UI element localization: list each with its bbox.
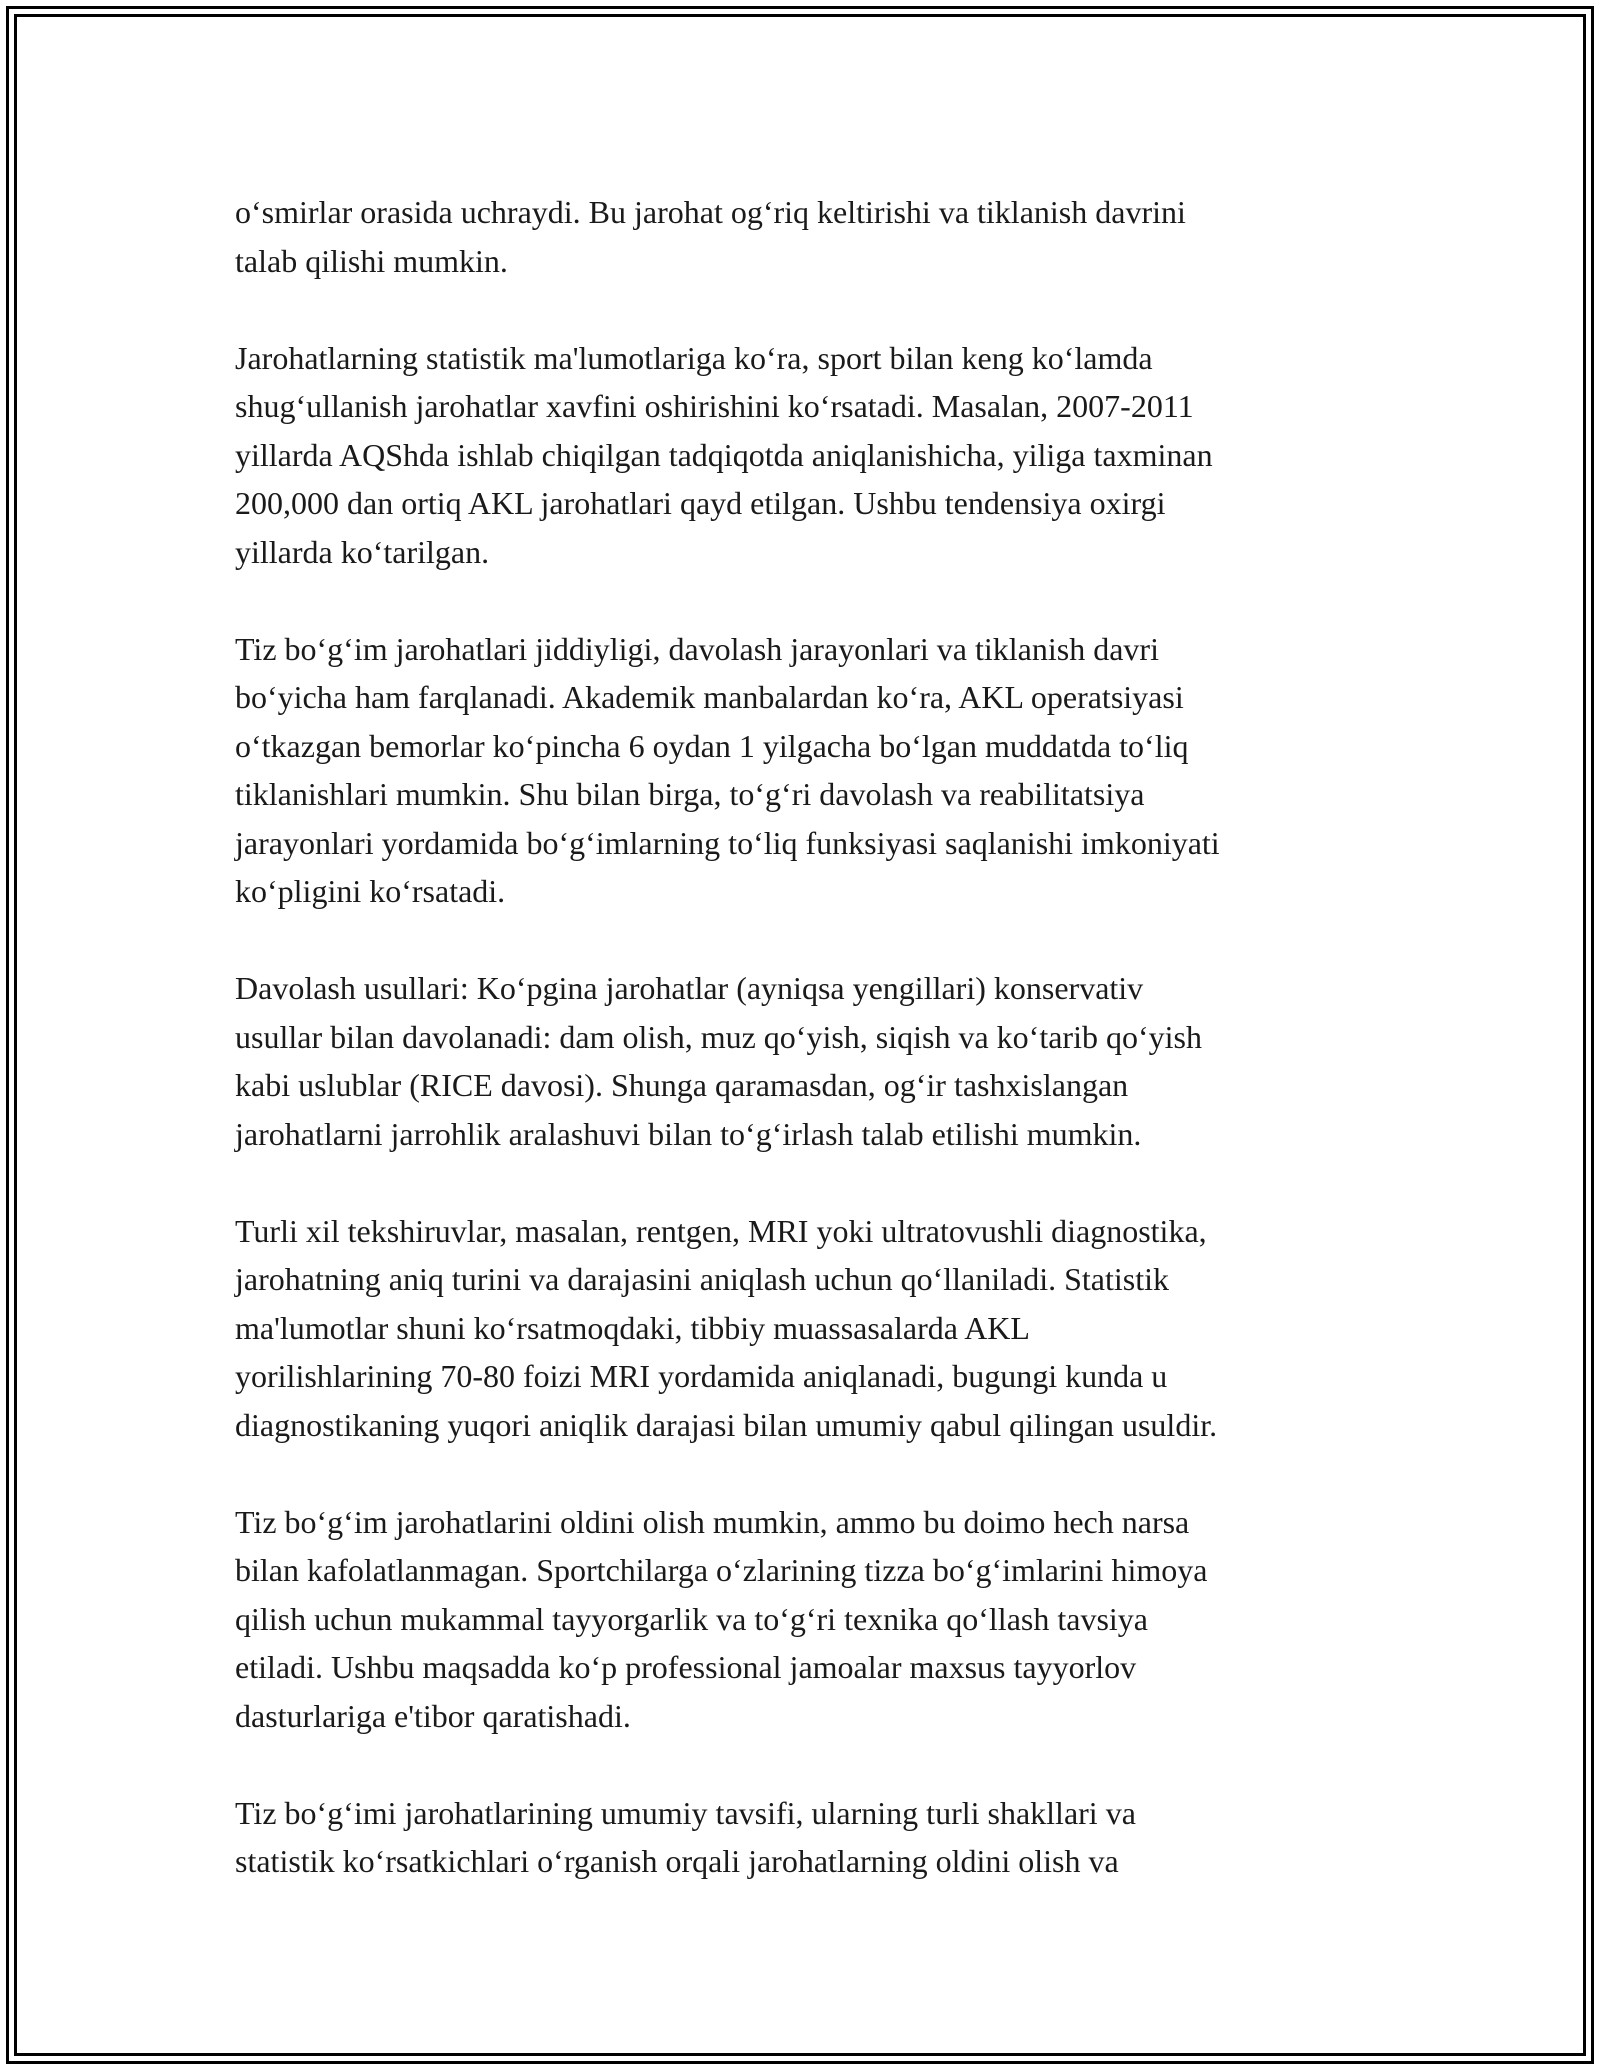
paragraph: Tiz bo‘g‘im jarohatlarini oldini olish mumkin, ammo bu doimo hech narsa bilan kafolatlanmagan. Sportchilarga o‘zlarining tizza bo‘g‘imlarini himoya qilish uchun mukammal tayyorgarlik va to‘g‘ri texnika qo‘llash tavsiya etiladi. Ushbu maqsadda ko‘p professional jamoalar maxsus tayyorlov dasturlariga e'tibor qaratishadi. bbox=[235, 1503, 1208, 1734]
paragraph: Tiz bo‘g‘im jarohatlari jiddiyligi, davolash jarayonlari va tiklanish davri bo‘yicha ham farqlanadi. Akademik manbalardan ko‘ra, AKL operatsiyasi o‘tkazgan bemorlar ko‘pincha 6 oydan 1 yilgacha bo‘lgan muddatda to‘liq tiklanishlari mumkin. Shu bilan birga, to‘g‘ri davolash va reabilitatsiya jarayonlari yordamida bo‘g‘imlarning to‘liq funksiyasi saqlanishi imkoniyati ko‘pligini ko‘rsatadi. bbox=[235, 630, 1220, 909]
paragraph: Tiz bo‘g‘imi jarohatlarining umumiy tavsifi, ularning turli shakllari va statistik ko‘rsatkichlari o‘rganish orqali jarohatlarning oldini olish va bbox=[235, 1794, 1136, 1879]
paragraph: Davolash usullari: Ko‘pgina jarohatlar (ayniqsa yengillari) konservativ usullar bilan davolanadi: dam olish, muz qo‘yish, siqish va ko‘tarib qo‘yish kabi uslublar (RICE davosi). Shunga qaramasdan, og‘ir tashxislangan jarohatlarni jarrohlik aralashuvi bilan to‘g‘irlash talab etilishi mumkin. bbox=[235, 970, 1202, 1152]
paragraph: o‘smirlar orasida uchraydi. Bu jarohat og‘riq keltirishi va tiklanish davrini talab qilishi mumkin. bbox=[235, 194, 1186, 279]
paragraph: Turli xil tekshiruvlar, masalan, rentgen, MRI yoki ultratovushli diagnostika, jarohatning aniq turini va darajasini aniqlash uchun qo‘llaniladi. Statistik ma'lumotlar shuni ko‘rsatmoqdaki, tibbiy muassasalarda AKL yorilishlarining 70-80 foizi MRI yordamida aniqlanadi, bugungi kunda u diagnostikaning yuqori aniqlik darajasi bilan umumiy qabul qilingan usuldir. bbox=[235, 1212, 1218, 1443]
paragraph: Jarohatlarning statistik ma'lumotlariga ko‘ra, sport bilan keng ko‘lamda shug‘ullanish jarohatlar xavfini oshirishini ko‘rsatadi. Masalan, 2007-2011 yillarda AQShda ishlab chiqilgan tadqiqotda aniqlanishicha, yiliga taxminan 200,000 dan ortiq AKL jarohatlari qayd etilgan. Ushbu tendensiya oxirgi yillarda ko‘tarilgan. bbox=[235, 339, 1213, 570]
document-body bbox=[235, 188, 1375, 1886]
